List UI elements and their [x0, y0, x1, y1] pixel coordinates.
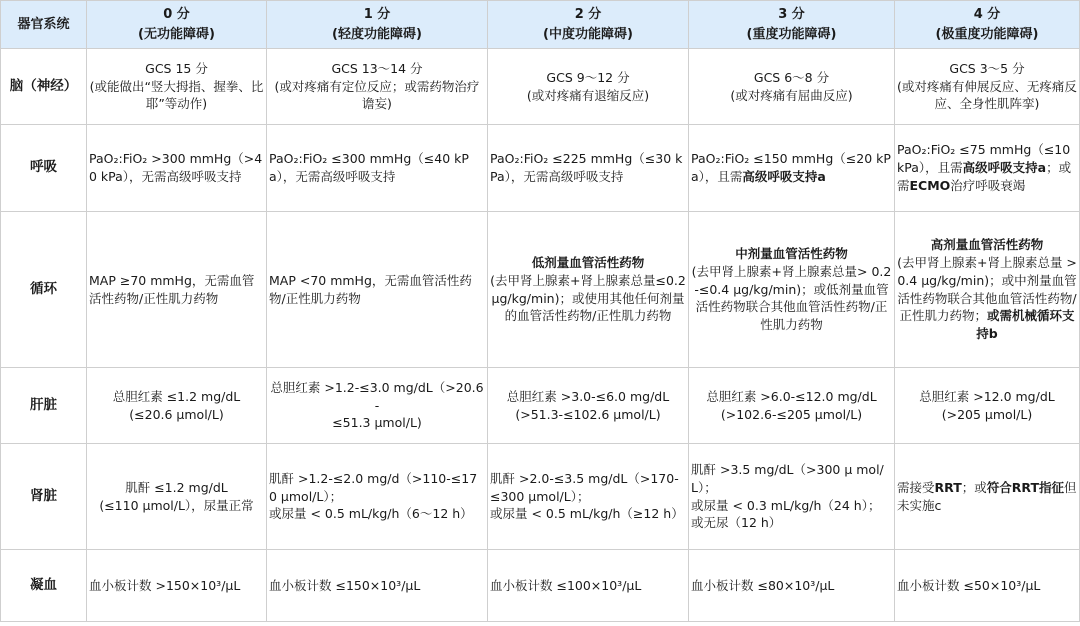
- circ-score-0: MAP ≥70 mmHg，无需血管活性药物/正性肌力药物: [87, 212, 267, 368]
- circ-score-4: 高剂量血管活性药物 (去甲肾上腺素+肾上腺素总量 > 0.4 μg/kg/min)；或中剂量血管活性药物联合其他血管活性药物/正性肌力药物；或需机械循环支持b: [895, 212, 1080, 368]
- resp-score-4: PaO₂:FiO₂ ≤75 mmHg（≤10 kPa），且需高级呼吸支持a；或需ECMO治疗呼吸衰竭: [895, 125, 1080, 212]
- organ-label: 肝脏: [1, 368, 87, 444]
- organ-label: 循环: [1, 212, 87, 368]
- kidney-score-0: 肌酐 ≤1.2 mg/dL (≤110 μmol/L），尿量正常: [87, 444, 267, 550]
- kidney-score-4: 需接受RRT；或符合RRT指征但未实施c: [895, 444, 1080, 550]
- resp-score-1: PaO₂:FiO₂ ≤300 mmHg（≤40 kPa），无需高级呼吸支持: [267, 125, 488, 212]
- kidney-score-3: 肌酐 >3.5 mg/dL（>300 μ mol/L）； 或尿量 < 0.3 mL/kg/h（24 h）； 或无尿（12 h）: [689, 444, 895, 550]
- brain-score-0: GCS 15 分 (或能做出“竖大拇指、握拳、比耶”等动作): [87, 49, 267, 125]
- resp-row: [1, 125, 1080, 212]
- kidney-score-2: 肌酐 >2.0-≤3.5 mg/dL（>170-≤300 μmol/L）； 或尿量 < 0.5 mL/kg/h（≥12 h）: [488, 444, 689, 550]
- brain-score-4: GCS 3～5 分 (或对疼痛有伸展反应、无疼痛反应、全身性肌阵挛): [895, 49, 1080, 125]
- liver-score-0: 总胆红素 ≤1.2 mg/dL (≤20.6 μmol/L): [87, 368, 267, 444]
- score-1-header: 1 分 (轻度功能障碍): [267, 1, 488, 49]
- score-2-header: 2 分 (中度功能障碍): [488, 1, 689, 49]
- organ-label: 脑（神经）: [1, 49, 87, 125]
- resp-score-0: PaO₂:FiO₂ >300 mmHg（>40 kPa），无需高级呼吸支持: [87, 125, 267, 212]
- organ-label: 呼吸: [1, 125, 87, 212]
- corner-header: 器官系统: [1, 1, 87, 49]
- kidney-row: [1, 444, 1080, 550]
- brain-row: [1, 49, 1080, 125]
- resp-score-2: PaO₂:FiO₂ ≤225 mmHg（≤30 kPa），无需高级呼吸支持: [488, 125, 689, 212]
- coag-score-1: 血小板计数 ≤150×10³/μL: [267, 550, 488, 622]
- header-row: [1, 1, 1080, 49]
- resp-score-3: PaO₂:FiO₂ ≤150 mmHg（≤20 kPa），且需高级呼吸支持a: [689, 125, 895, 212]
- organ-label: 凝血: [1, 550, 87, 622]
- coag-score-4: 血小板计数 ≤50×10³/μL: [895, 550, 1080, 622]
- coag-row: [1, 550, 1080, 622]
- kidney-score-1: 肌酐 >1.2-≤2.0 mg/d（>110-≤170 μmol/L）； 或尿量 < 0.5 mL/kg/h（6～12 h）: [267, 444, 488, 550]
- circ-score-2: 低剂量血管活性药物 (去甲肾上腺素+肾上腺素总量≤0.2 μg/kg/min)；或使用其他任何剂量的血管活性药物/正性肌力药物: [488, 212, 689, 368]
- liver-score-2: 总胆红素 >3.0-≤6.0 mg/dL (>51.3-≤102.6 μmol/L): [488, 368, 689, 444]
- organ-label: 肾脏: [1, 444, 87, 550]
- brain-score-1: GCS 13～14 分 (或对疼痛有定位反应；或需药物治疗谵妄): [267, 49, 488, 125]
- score-4-header: 4 分 (极重度功能障碍): [895, 1, 1080, 49]
- brain-score-3: GCS 6～8 分 (或对疼痛有屈曲反应): [689, 49, 895, 125]
- circ-row: [1, 212, 1080, 368]
- liver-score-3: 总胆红素 >6.0-≤12.0 mg/dL (>102.6-≤205 μmol/L): [689, 368, 895, 444]
- score-3-header: 3 分 (重度功能障碍): [689, 1, 895, 49]
- circ-score-3: 中剂量血管活性药物 (去甲肾上腺素+肾上腺素总量> 0.2-≤0.4 μg/kg/min)；或低剂量血管活性药物联合其他血管活性药物/正性肌力药物: [689, 212, 895, 368]
- score-0-header: 0 分 (无功能障碍): [87, 1, 267, 49]
- coag-score-2: 血小板计数 ≤100×10³/μL: [488, 550, 689, 622]
- liver-row: [1, 368, 1080, 444]
- liver-score-1: 总胆红素 >1.2-≤3.0 mg/dL（>20.6- ≤51.3 μmol/L): [267, 368, 488, 444]
- liver-score-4: 总胆红素 >12.0 mg/dL (>205 μmol/L): [895, 368, 1080, 444]
- coag-score-3: 血小板计数 ≤80×10³/μL: [689, 550, 895, 622]
- circ-score-1: MAP <70 mmHg，无需血管活性药物/正性肌力药物: [267, 212, 488, 368]
- brain-score-2: GCS 9～12 分 (或对疼痛有退缩反应): [488, 49, 689, 125]
- coag-score-0: 血小板计数 >150×10³/μL: [87, 550, 267, 622]
